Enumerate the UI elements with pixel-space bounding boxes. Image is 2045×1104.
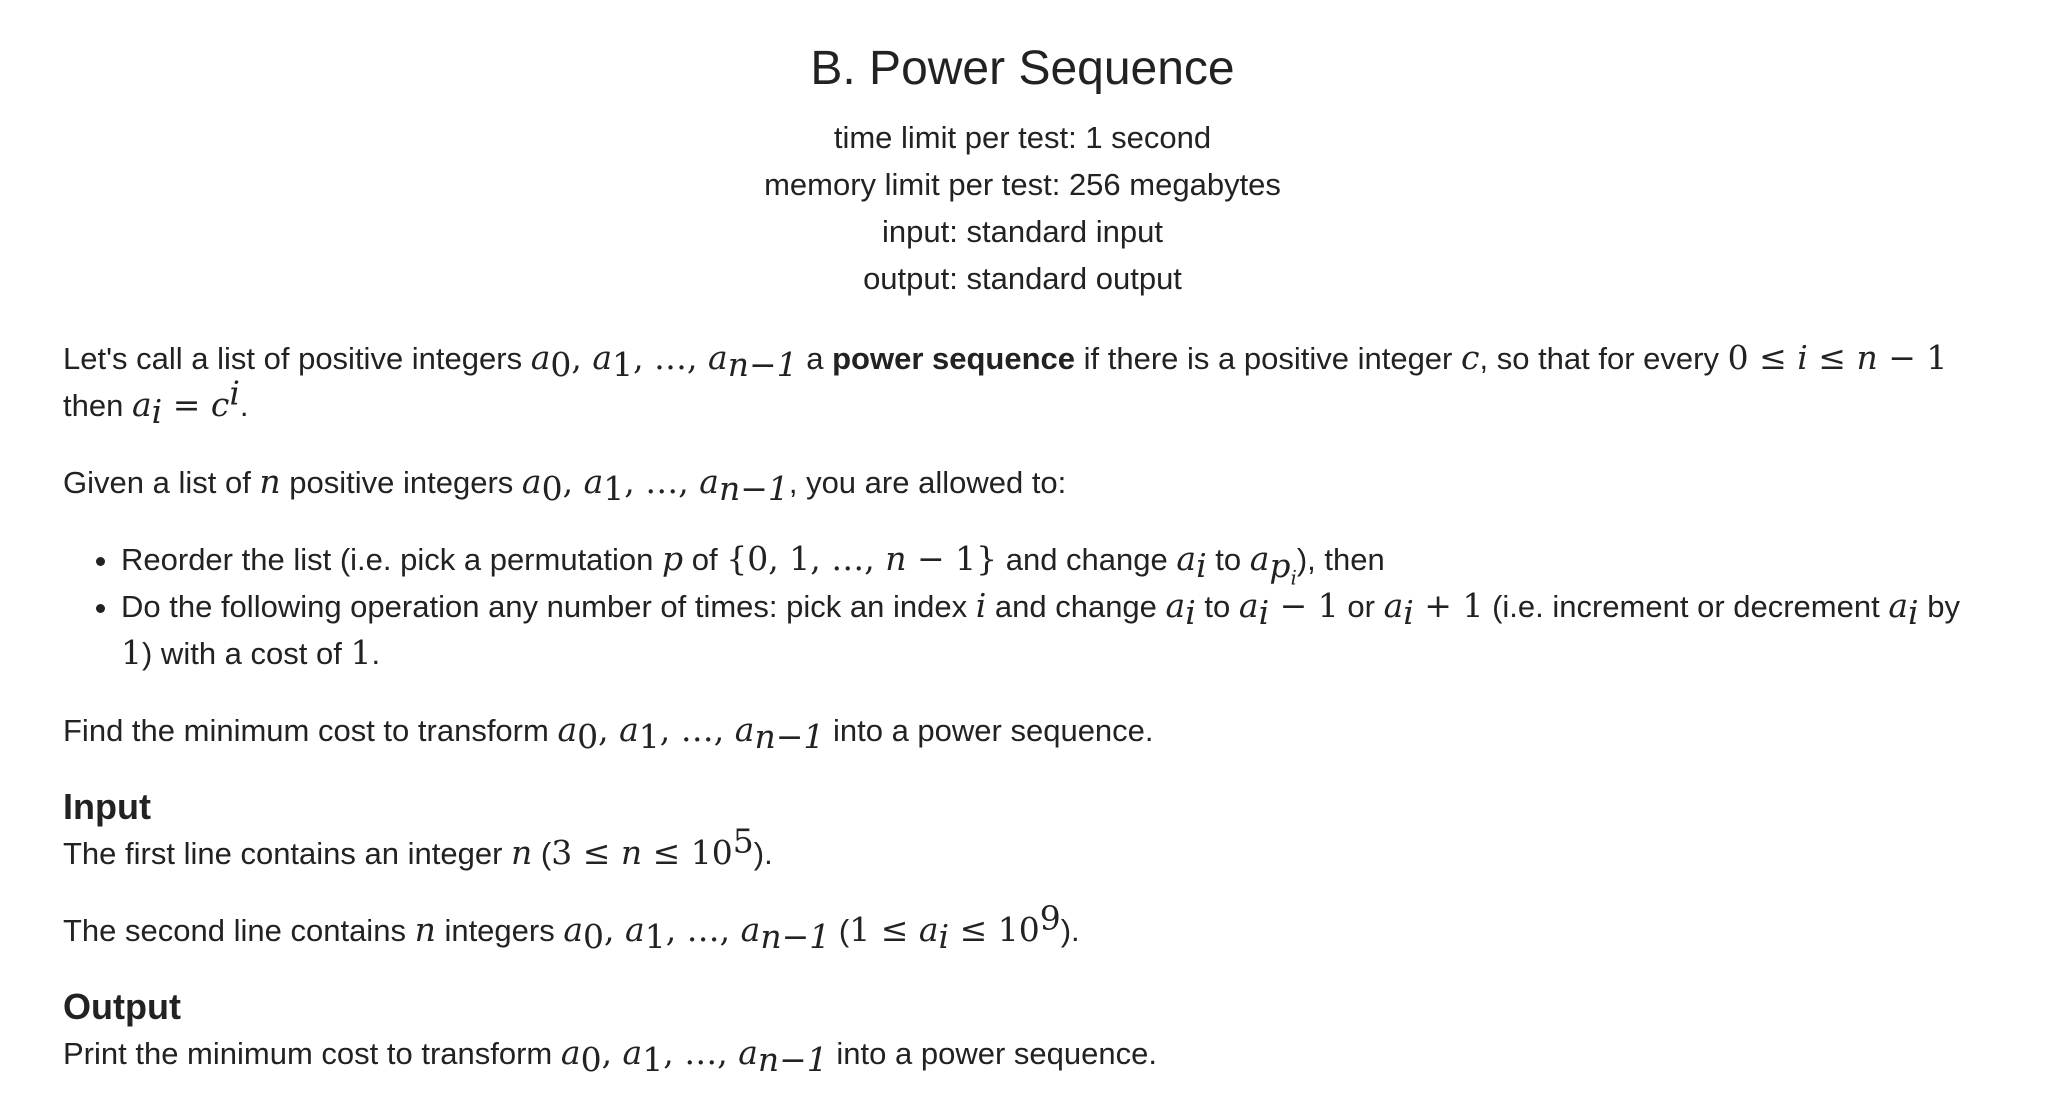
statement-paragraph-given: Given a list of n positive integers $a_0$, $a_1$, …, $a_{n-1}$, you are allowed to:: [63, 462, 1067, 509]
problem-header: [0, 38, 2045, 302]
output-section-title: Output: [63, 986, 181, 1027]
input-line-2: The second line contains n integers $a_0$, $a_1$, …, $a_{n-1}$ $(1 \le a_i \le 10^9)$.: [63, 898, 1080, 957]
input-spec: input: standard input: [882, 214, 1163, 249]
statement-paragraph-definition: Let's call a list of positive integers $a_0$, $a_1$, …, $a_{n-1}$ a power sequence if there is a positive integer c, so that for every 0 ≤ i ≤ n − 1 then $a_i = c^i$.: [63, 338, 1948, 432]
problem-statement: [63, 335, 2023, 1080]
time-limit: time limit per test: 1 second: [833, 120, 1212, 155]
operation-increment-decrement: • Do the following operation any number of times: pick an index i and change $a_i$ to $a_i - 1$ or $a_i + 1$ (i.e. increment or decrement $a_i$ by 1) with a cost of 1.: [121, 583, 2023, 677]
allowed-operations-list: [63, 536, 2023, 677]
output-spec: output: standard output: [863, 261, 1182, 296]
memory-limit: memory limit per test: 256 megabytes: [764, 167, 1281, 202]
statement-paragraph-task: Find the minimum cost to transform $a_0$, $a_1$, …, $a_{n-1}$ into a power sequence.: [63, 710, 1154, 757]
problem-title: B. Power Sequence: [810, 42, 1235, 95]
output-line-1: Print the minimum cost to transform $a_0$, $a_1$, …, $a_{n-1}$ into a power sequence.: [63, 1033, 1157, 1080]
input-section: [63, 784, 2023, 957]
power-sequence-term: power sequence: [832, 341, 1076, 376]
output-section: [63, 984, 2023, 1080]
operation-reorder: • Reorder the list (i.e. pick a permutation p of {0, 1, …, n − 1} and change $a_i$ to $a_{p_i}$), then: [121, 536, 2023, 583]
input-line-1: The first line contains an integer n $(3 \le n \le 10^5)$.: [63, 821, 773, 872]
input-section-title: Input: [63, 786, 151, 827]
